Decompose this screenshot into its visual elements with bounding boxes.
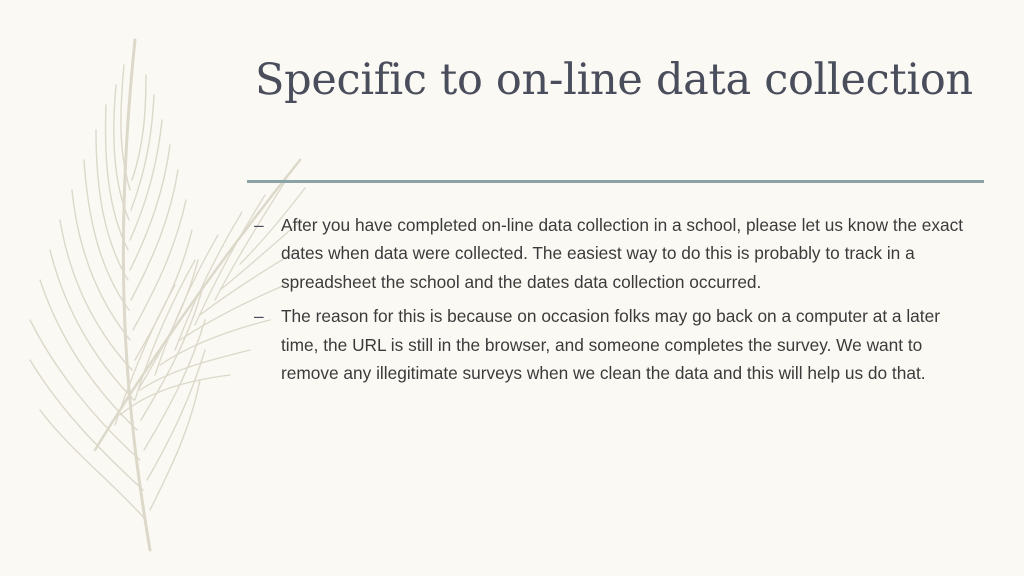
bullet-text: After you have completed on-line data collection in a school, please let us know the exact dates when data were collected. The easiest way to do this is probably to track in a spreadsheet the school and the dates data collection occurred. xyxy=(281,215,964,292)
bullet-item xyxy=(254,302,979,387)
bullet-text: The reason for this is because on occasion folks may go back on a computer at a later time, the URL is still in the browser, and someone completes the survey. We want to remove any illegitimate surveys when we clean the data and this will help us do that. xyxy=(281,306,940,384)
title-divider xyxy=(247,180,984,183)
bullet-item xyxy=(254,211,979,296)
slide-title: Specific to on-line data collection xyxy=(255,55,973,105)
bullet-dash: – xyxy=(254,306,264,327)
bullet-list xyxy=(254,211,979,393)
bullet-dash: – xyxy=(254,215,264,235)
